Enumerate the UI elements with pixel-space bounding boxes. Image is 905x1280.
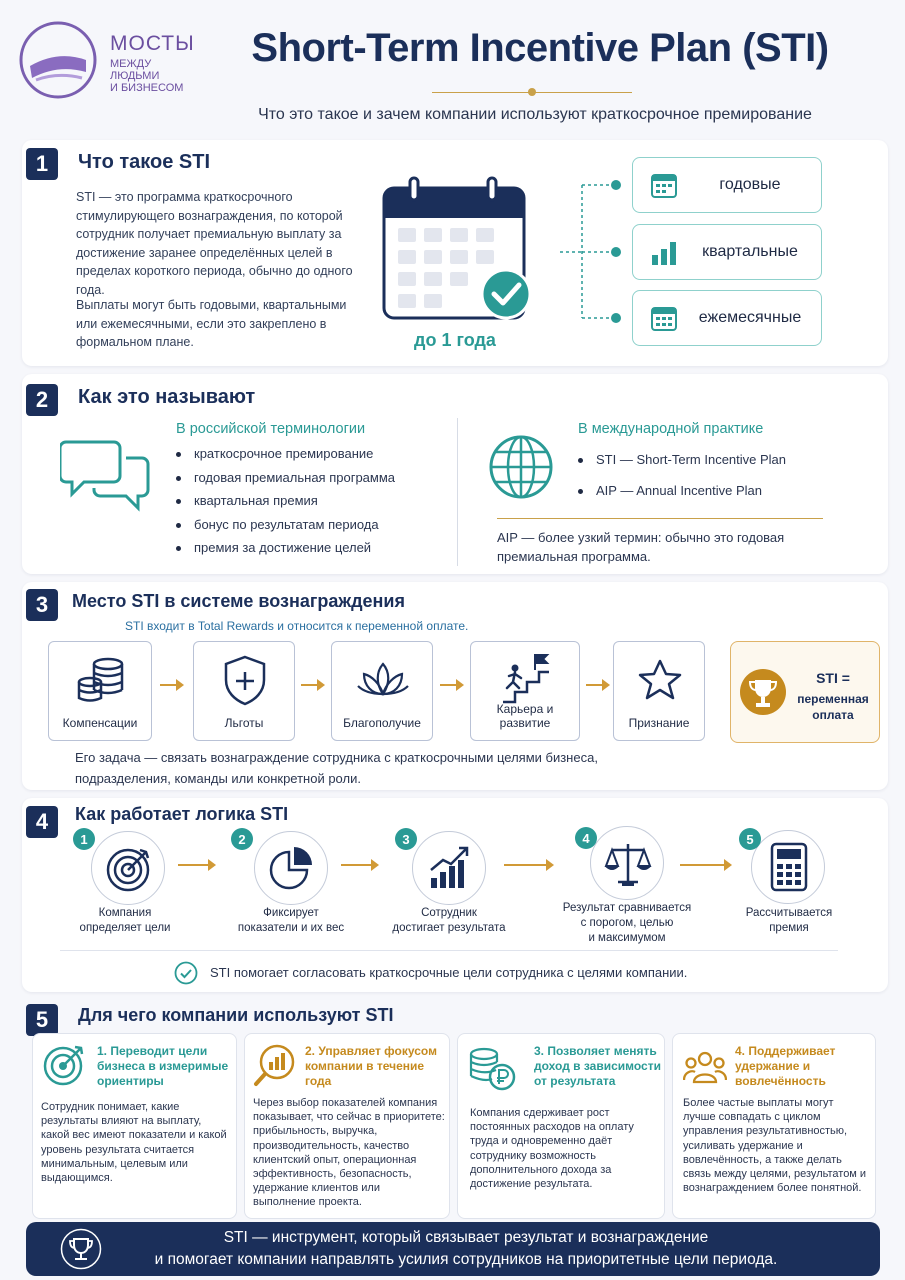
section-4-number: 4	[26, 806, 58, 838]
total-rewards-compensation	[48, 641, 152, 741]
step-2-label-line-1: Фиксирует	[263, 907, 319, 919]
purpose-card-4-title: 4. Поддерживает удержание и вовлечённость	[735, 1044, 836, 1088]
section-1-title: Что такое STI	[78, 151, 211, 173]
page-subtitle: Что это такое и зачем компании используют краткосрочное премирование	[258, 106, 812, 123]
total-rewards-career-label: Карьера и развитие	[496, 702, 554, 730]
step-5-number: 5	[739, 828, 761, 850]
section-3-number: 3	[26, 589, 58, 621]
step-1-label-line-1: Компания	[98, 907, 152, 919]
step-3-circle	[412, 831, 486, 905]
trophy-icon	[739, 668, 787, 716]
period-annual	[632, 157, 822, 213]
flow-arrow	[680, 864, 730, 866]
globe-icon	[488, 434, 554, 500]
career-stairs-icon	[499, 652, 553, 706]
aip-note: AIP — более узкий термин: обычно это годовая премиальная программа.	[497, 530, 785, 564]
people-icon	[683, 1050, 727, 1086]
check-circle-icon	[174, 961, 198, 985]
step-4-label-line-3: и максимумом	[588, 932, 666, 944]
step-3-label-line-1: Сотрудник	[421, 907, 477, 919]
purpose-card-4-body: Более частые выплаты могут лучше совпадать с циклом управления результативностью, усиливать удержание и вовлечённость, а также делать связь между целями, результатом и вознаграждением более понятной.	[683, 1097, 867, 1195]
ruble-coins-icon	[466, 1046, 516, 1092]
step-3-label-line-2: достигает результата	[392, 922, 506, 934]
total-rewards-recognition-label: Признание	[628, 716, 690, 730]
calendar-icon	[649, 303, 679, 333]
sti-variable: переменная	[797, 692, 869, 706]
footer-line-1: STI — инструмент, который связывает результат и вознаграждение	[223, 1229, 709, 1246]
bar-chart-icon	[649, 237, 679, 267]
section-1-number: 1	[26, 148, 58, 180]
step-5-label-line-2: премия	[769, 922, 809, 934]
logo-tagline-2: ЛЮДЬМИ	[110, 70, 160, 82]
list-item: AIP — Annual Incentive Plan	[578, 483, 786, 507]
section-5-number: 5	[26, 1004, 58, 1036]
sti-equals: STI =	[816, 670, 850, 686]
footer-line-2: и помогает компании направлять усилия сотрудников на приоритетные цели периода.	[154, 1251, 778, 1268]
title-divider-dot	[528, 88, 536, 96]
section-4-title: Как работает логика STI	[75, 804, 289, 824]
period-dot-3	[611, 313, 621, 323]
step-4-number: 4	[575, 827, 597, 849]
footer-banner	[26, 1222, 880, 1276]
step-1-circle	[91, 831, 165, 905]
page-title: Short-Term Incentive Plan (STI)	[251, 26, 829, 70]
step-4-label-line-1: Результат сравнивается	[562, 902, 692, 914]
list-item: STI — Short-Term Incentive Plan	[578, 452, 786, 483]
period-quarterly	[632, 224, 822, 280]
purpose-card-2	[244, 1033, 450, 1219]
trophy-icon	[60, 1228, 102, 1270]
section-2-number: 2	[26, 384, 58, 416]
purpose-card-3	[457, 1033, 665, 1219]
flow-arrow	[586, 684, 608, 686]
lotus-icon	[356, 660, 410, 702]
section-4-divider	[60, 950, 838, 951]
flow-arrow	[301, 684, 323, 686]
purpose-card-3-body: Компания сдерживает рост постоянных расходов на оплату труда и одновременно даёт сотруднику возможность дополнительного дохода за достижение результата.	[470, 1107, 634, 1191]
purpose-card-1	[32, 1033, 237, 1219]
section-3-subtitle: STI входит в Total Rewards и относится к переменной оплате.	[125, 619, 469, 633]
step-2-label-line-2: показатели и их вес	[237, 922, 345, 934]
period-dot-1	[611, 180, 621, 190]
scales-icon	[602, 838, 654, 890]
purpose-card-2-title: 2. Управляет фокусом компании в течение года	[305, 1044, 437, 1088]
calendar-caption: до 1 года	[414, 330, 496, 350]
purpose-card-4	[672, 1033, 876, 1219]
calendar-check-icon	[380, 174, 535, 324]
step-1-label-line-2: определяет цели	[79, 922, 171, 934]
section-1-paragraph-1: STI — это программа краткосрочного стимулирующего вознаграждения, по которой сотрудник получает премиальную выплату за достижение заранее определённых целей в пределах короткого периода, обычно до одного года.	[76, 190, 353, 297]
calendar-icon	[649, 170, 679, 200]
flow-arrow	[178, 864, 214, 866]
calculator-icon	[766, 841, 812, 895]
logo-bridge-icon	[18, 20, 98, 100]
star-icon	[637, 658, 683, 702]
logo-tagline-1: МЕЖДУ	[110, 58, 152, 70]
section-1-paragraph-2: Выплаты могут быть годовыми, квартальными или ежемесячными, если это закреплено в формальном плане.	[76, 298, 347, 349]
step-2-number: 2	[231, 828, 253, 850]
step-4-circle	[590, 826, 664, 900]
purpose-card-3-title: 3. Позволяет менять доход в зависимости от результата	[534, 1044, 661, 1088]
step-2-circle	[254, 831, 328, 905]
period-monthly	[632, 290, 822, 346]
purpose-card-1-title: 1. Переводит цели бизнеса в измеримые ориентиры	[97, 1044, 229, 1088]
pie-chart-icon	[267, 844, 317, 894]
period-monthly-label: ежемесячные	[698, 309, 802, 326]
step-3-number: 3	[395, 828, 417, 850]
period-quarterly-label: квартальные	[702, 243, 798, 260]
total-rewards-recognition	[613, 641, 705, 741]
magnifier-chart-icon	[253, 1042, 299, 1088]
sti-variable-pay-box	[730, 641, 880, 743]
sti-pay: оплата	[812, 708, 854, 722]
coins-icon	[76, 656, 126, 704]
purpose-card-1-body: Сотрудник понимает, какие результаты влияют на выплату, какой вес имеют показатели и какой уровень результата считается минимальным, целевым или выдающимся.	[41, 1101, 227, 1185]
list-item: краткосрочное премирование	[176, 446, 395, 470]
step-5-circle	[751, 830, 825, 904]
purpose-card-2-body: Через выбор показателей компания показывает, что сейчас в приоритете: прибыльность, выручка, производительность, качество клиентский опыт, операционная эффективность, безопасность, удержание клиентов или выполнение проекта.	[253, 1097, 445, 1209]
total-rewards-compensation-label: Компенсации	[62, 716, 138, 730]
intl-terms-list	[578, 452, 786, 507]
chat-bubbles-icon	[60, 436, 150, 514]
growth-chart-icon	[425, 844, 475, 894]
step-5-label-line-1: Рассчитывается	[745, 907, 833, 919]
target-icon	[41, 1042, 87, 1088]
list-item: годовая премиальная программа	[176, 470, 395, 494]
shield-plus-icon	[222, 654, 268, 706]
section-2-divider	[457, 418, 458, 566]
intl-divider	[497, 518, 823, 519]
section-2-title: Как это называют	[78, 386, 256, 408]
logo-name: МОСТЫ	[110, 32, 195, 55]
section-3-text: Его задача — связать вознаграждение сотрудника с краткосрочными целями бизнеса, подразделения, команды или конкретной роли.	[75, 750, 598, 786]
total-rewards-career	[470, 641, 580, 741]
logo	[18, 20, 195, 100]
total-rewards-benefits-label: Льготы	[224, 716, 264, 730]
period-dot-2	[611, 247, 621, 257]
intl-terms-heading: В международной практике	[578, 421, 764, 437]
list-item: квартальная премия	[176, 493, 395, 517]
ru-terms-heading: В российской терминологии	[176, 421, 366, 437]
total-rewards-benefits	[193, 641, 295, 741]
total-rewards-wellbeing-label: Благополучие	[343, 716, 421, 730]
logo-tagline-3: И БИЗНЕСОМ	[110, 82, 184, 94]
section-3-title: Место STI в системе вознаграждения	[72, 591, 405, 611]
ru-terms-list	[176, 446, 395, 564]
flow-arrow	[160, 684, 182, 686]
step-1-number: 1	[73, 828, 95, 850]
section-5-title: Для чего компании используют STI	[78, 1005, 394, 1025]
flow-arrow	[440, 684, 462, 686]
target-icon	[104, 844, 154, 894]
flow-arrow	[504, 864, 552, 866]
list-item: бонус по результатам периода	[176, 517, 395, 541]
list-item: премия за достижение целей	[176, 540, 395, 564]
step-4-label-line-2: с порогом, целью	[580, 917, 674, 929]
total-rewards-wellbeing	[331, 641, 433, 741]
section-4-note: STI помогает согласовать краткосрочные цели сотрудника с целями компании.	[210, 965, 688, 980]
period-annual-label: годовые	[719, 176, 781, 193]
flow-arrow	[341, 864, 377, 866]
